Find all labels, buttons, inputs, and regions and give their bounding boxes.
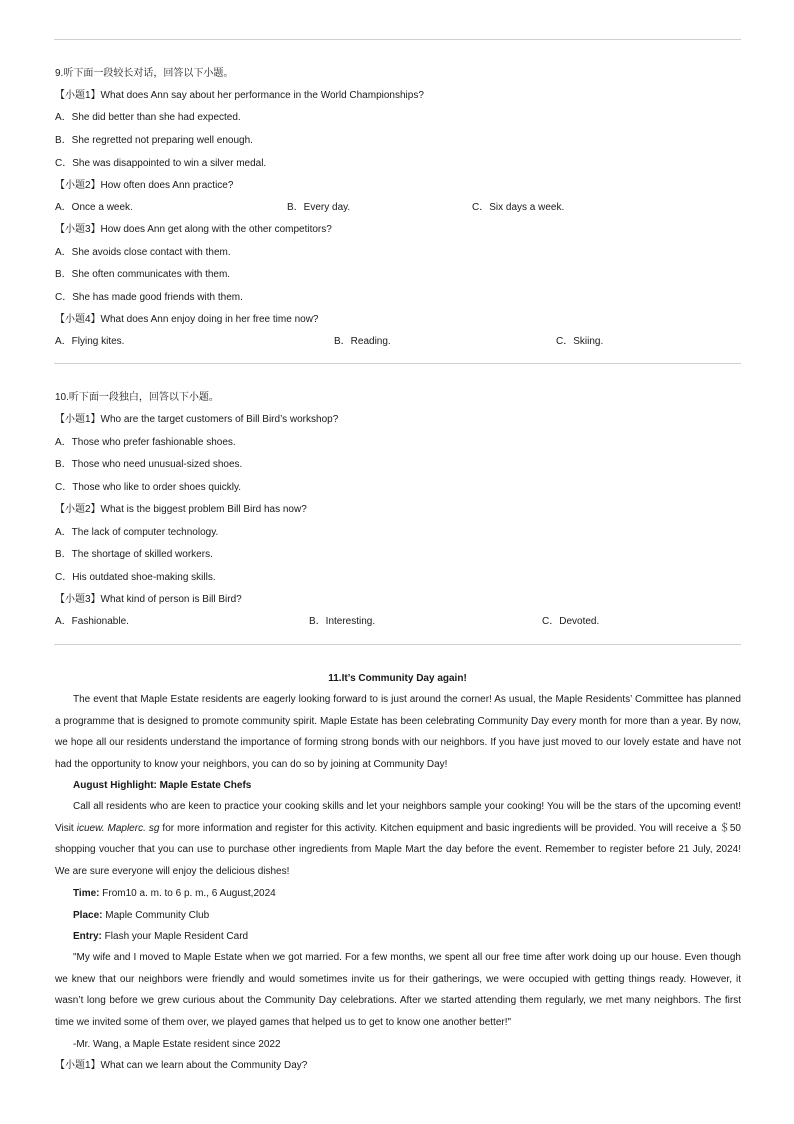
q9-sub3-question: 【小题3】How does Ann get along with the other competitors? (55, 224, 332, 235)
q11-quote: "My wife and I moved to Maple Estate when we got married. For a few months, we spent all our free time after work doing up our house. Even though we knew that our neighbors were friendly and would sometimes invite us for their gatherings, we were occupied with getting things ready. However, it wasn’t long before we grew curious about the Community Day celebrations. After we started attending them regularly, we met many neighbors. The first time we invited some of them over, we played games that helped us to get to know one another better!" (55, 952, 741, 1028)
q11-place-line (73, 909, 209, 922)
q9-sub3-option-c[interactable]: C．She has made good friends with them. (55, 292, 243, 303)
q9-sub1-question: 【小题1】What does Ann say about her performance in the World Championships? (55, 90, 424, 101)
q9-sub4-question: 【小题4】What does Ann enjoy doing in her free time now? (55, 314, 319, 325)
q11-paragraph-1: The event that Maple Estate residents are eagerly looking forward to is just around the corner! As usual, the Maple Residents’ Committee has planned a programme that is designed to promote community spirit. Maple Estate has been celebrating Community Day every month for more than a year. By now, we hope all our residents understand the importance of forming strong bonds with our neighbors. If you have just moved to our lovely estate and have not had the opportunity to know your neighbors, you can do so by joining at Community Day! (55, 694, 741, 770)
top-divider (54, 39, 741, 40)
q10-sub2-question: 【小题2】What is the biggest problem Bill Bird has now? (55, 504, 307, 515)
q11-title: 11.It’s Community Day again! (328, 673, 467, 684)
q11-time-label: Time: (73, 888, 100, 899)
q11-place-value: Maple Community Club (102, 910, 210, 921)
q10-sub1-option-b[interactable]: B．Those who need unusual-sized shoes. (55, 459, 243, 470)
q9-sub4-option-b[interactable]: B．Reading. (334, 336, 391, 347)
q10-sub2-option-a[interactable]: A．The lack of computer technology. (55, 527, 219, 538)
q11-p2-before: Call all residents who are keen to practice your cooking skills and let your neighbors sample your cooking! You will be the stars of the upcoming event! Visit (55, 801, 741, 834)
q10-heading: 10.听下面一段独白，回答以下小题。 (55, 392, 219, 403)
q11-paragraph-2 (55, 796, 741, 882)
q9-sub4-option-c[interactable]: C．Skiing. (556, 336, 604, 347)
q11-highlight-heading (73, 779, 251, 792)
q11-entry-line (73, 930, 248, 943)
q11-sub1-question: 【小题1】What can we learn about the Community Day? (55, 1060, 308, 1071)
q9-sub4-option-a[interactable]: A．Flying kites. (55, 336, 125, 347)
q9-sub1-option-c[interactable]: C．She was disappointed to win a silver medal. (55, 158, 267, 169)
q9-sub2-option-a[interactable]: A．Once a week. (55, 202, 133, 213)
q10-sub2-option-b[interactable]: B．The shortage of skilled workers. (55, 549, 213, 560)
q10-sub3-option-b[interactable]: B．Interesting. (309, 616, 376, 627)
q9-sub1-option-a[interactable]: A．She did better than she had expected. (55, 112, 241, 123)
q11-website-link[interactable]: icuew. Maplerc. sg (76, 822, 160, 834)
q10-divider (54, 644, 741, 645)
q9-sub2-question: 【小题2】How often does Ann practice? (55, 180, 234, 191)
q9-sub3-option-a[interactable]: A．She avoids close contact with them. (55, 247, 231, 258)
q11-time-value: From10 a. m. to 6 p. m., 6 August,2024 (99, 888, 276, 899)
q10-sub1-option-c[interactable]: C．Those who like to order shoes quickly. (55, 482, 242, 493)
q9-sub3-option-b[interactable]: B．She often communicates with them. (55, 269, 231, 280)
q11-highlight-text: August Highlight: Maple Estate Chefs (73, 780, 252, 791)
q11-time-line (73, 887, 276, 900)
q11-place-label: Place: (73, 910, 103, 921)
q11-entry-label: Entry: (73, 931, 102, 942)
q11-p2-after: for more information and register for this activity. Kitchen equipment and basic ingredients will be provided. You will receive a ＄50 shopping voucher that you can use to purchase other ingredients from Maple Mart the day before the event. Remember to register before 21 July, 2024! We are sure everyone will enjoy the delicious dishes! (55, 822, 741, 877)
q11-entry-value: Flash your Maple Resident Card (101, 931, 249, 942)
q10-sub1-question: 【小题1】Who are the target customers of Bill Bird’s workshop? (55, 414, 339, 425)
q9-sub1-option-b[interactable]: B．She regretted not preparing well enough. (55, 135, 253, 146)
q9-sub2-option-c[interactable]: C．Six days a week. (472, 202, 565, 213)
q10-sub3-option-a[interactable]: A．Fashionable. (55, 616, 129, 627)
q10-sub3-question: 【小题3】What kind of person is Bill Bird? (55, 594, 242, 605)
q9-heading: 9.听下面一段较长对话，回答以下小题。 (55, 68, 234, 79)
q10-sub1-option-a[interactable]: A．Those who prefer fashionable shoes. (55, 437, 236, 448)
q9-divider (54, 363, 741, 364)
q9-sub2-option-b[interactable]: B．Every day. (287, 202, 351, 213)
q10-sub2-option-c[interactable]: C．His outdated shoe-making skills. (55, 572, 216, 583)
q11-signature: -Mr. Wang, a Maple Estate resident since 2022 (73, 1039, 281, 1050)
q10-sub3-option-c[interactable]: C．Devoted. (542, 616, 600, 627)
